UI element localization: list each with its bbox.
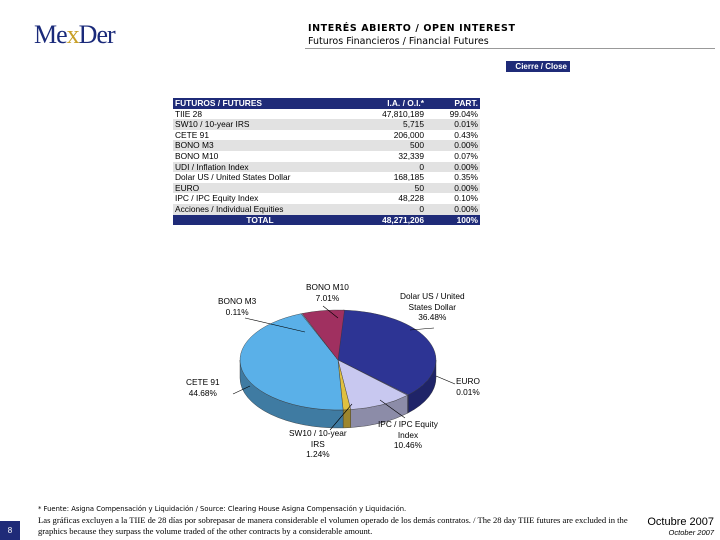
pie-label-line: 0.11% (225, 306, 249, 317)
pie-label-line: CETE 91 (186, 377, 220, 387)
table-cell: TIIE 28 (175, 108, 202, 119)
label-ipc (378, 419, 438, 451)
table-cell: 0.00% (426, 204, 480, 215)
table-cell: 168,185 (393, 172, 424, 183)
pie-label-line: BONO M3 (218, 296, 257, 306)
table-cell: 0.07% (454, 150, 478, 161)
table-cell: 0.43% (454, 129, 478, 140)
table-cell: 0 (347, 204, 426, 215)
table-cell: TOTAL (173, 215, 347, 226)
pie-label-line: 0.01% (456, 386, 480, 397)
label-euro (456, 376, 480, 397)
table-cell: 48,271,206 (347, 215, 426, 226)
pie-label-line: States Dollar (408, 301, 457, 312)
leader-line (436, 376, 455, 384)
table-cell: 0.10% (454, 193, 478, 204)
label-sw10 (289, 428, 347, 460)
pie-label-line: 1.24% (306, 449, 330, 459)
page-title: INTERÉS ABIERTO / OPEN INTEREST (308, 23, 516, 34)
table-cell: SW10 / 10-year IRS (173, 119, 347, 130)
pie-label-line: Dolar US / United (400, 291, 465, 301)
close-badge: Cierre / Close (506, 61, 570, 72)
exclusion-note: Las gráficas excluyen a la TIIE de 28 días por sobrepasar de manera considerable el volumen operado de los demás contratos. / The 28 day TIIE futures are excluded in the graphics because they surpass the volume traded of the other contracts by a considerable amount. (38, 515, 628, 536)
pie-label-line: EURO (456, 376, 480, 386)
table-cell: I.A. / O.I.* (347, 98, 426, 109)
pie-slice-side (343, 410, 351, 428)
table-cell: IPC / IPC Equity Index (175, 193, 259, 204)
table-cell: 206,000 (393, 129, 424, 140)
page-subtitle: Futuros Financieros / Financial Futures (308, 36, 489, 47)
pie-label-line: 7.01% (315, 292, 340, 303)
footer-notes (38, 504, 638, 537)
table-cell: FUTUROS / FUTURES (173, 98, 347, 109)
table-cell: 99.04% (449, 108, 478, 119)
source-note: * Fuente: Asigna Compensación y Liquidación / Source: Clearing House Asigna Compensación y Liquidación. (38, 505, 407, 513)
table-cell: 5,715 (347, 119, 426, 130)
table-cell: 32,339 (398, 150, 424, 161)
label-bono-m10 (306, 282, 349, 303)
pie-label-line: SW10 / 10-year (289, 428, 347, 438)
pie-label-line: 36.48% (418, 312, 447, 322)
table-cell: 0 (347, 162, 426, 173)
table-cell: 0.00% (426, 183, 480, 194)
table-cell: Dolar US / United States Dollar (175, 172, 291, 183)
pie-label-line: 44.68% (188, 387, 217, 398)
table-cell: BONO M3 (173, 140, 347, 151)
table-cell: 0.01% (426, 119, 480, 130)
table-cell: 0.00% (426, 140, 480, 151)
report-date: Octubre 2007 October 2007 (647, 516, 714, 537)
label-bono-m3 (218, 296, 256, 317)
table-cell: 50 (347, 183, 426, 194)
label-cete-91 (186, 377, 220, 398)
pie-label-line: IRS (310, 438, 325, 449)
table-cell: 48,228 (398, 193, 424, 204)
table-cell: Acciones / Individual Equities (173, 204, 347, 215)
pie-label-line: 10.46% (393, 440, 423, 450)
page-number: 8 (0, 521, 20, 540)
table-cell: 100% (426, 215, 480, 226)
table-cell: 0.35% (454, 172, 478, 183)
table-cell: 0.00% (426, 162, 480, 173)
table-cell: BONO M10 (175, 150, 219, 161)
mexder-logo: MexDer (34, 20, 115, 49)
table-cell: CETE 91 (175, 129, 209, 140)
table-cell: 47,810,189 (382, 108, 424, 119)
table-cell: UDI / Inflation Index (173, 162, 347, 173)
pie-label-line: IPC / IPC Equity (378, 419, 438, 429)
label-dolar (400, 291, 465, 323)
table-cell: PART. (426, 98, 480, 109)
pie-label-line: Index (397, 429, 419, 440)
pie-label-line: BONO M10 (306, 282, 349, 292)
table-cell: 500 (347, 140, 426, 151)
table-cell: EURO (173, 183, 347, 194)
